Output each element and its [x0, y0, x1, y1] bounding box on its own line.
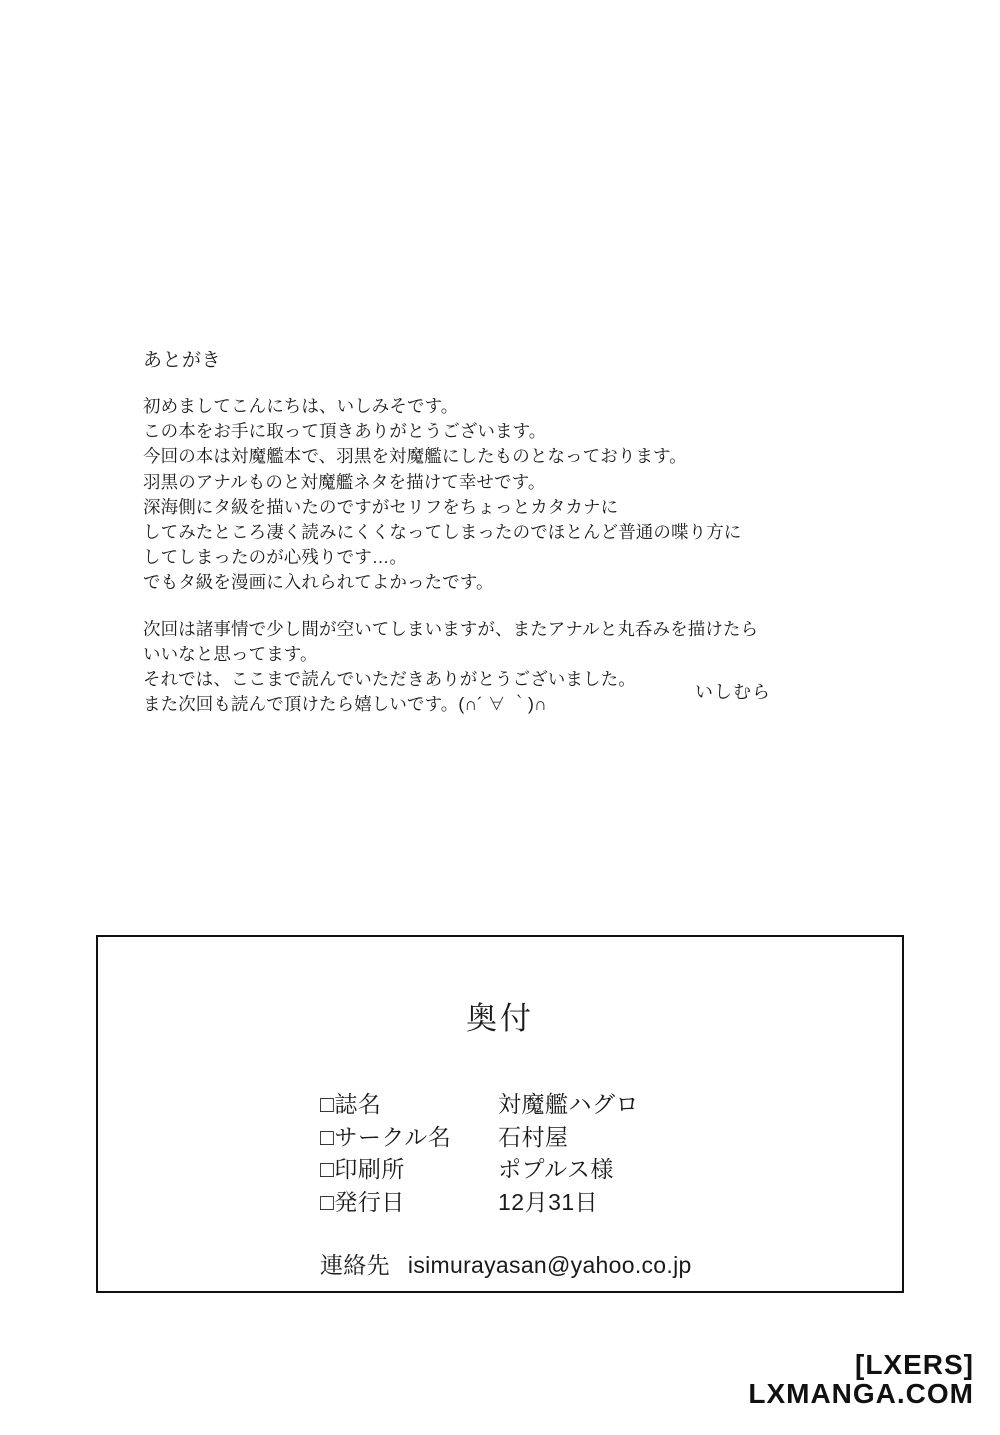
afterword-line: 羽黒のアナルものと対魔艦ネタを描けて幸せです。	[143, 471, 546, 492]
colophon-label: □サークル名	[320, 1123, 452, 1150]
colophon-value: 石村屋	[498, 1123, 569, 1150]
afterword-line: いいなと思ってます。	[143, 643, 318, 664]
afterword-line: 深海側にタ級を描いたのですがセリフをちょっとカタカナに	[143, 496, 619, 517]
colophon-row	[320, 1153, 902, 1186]
colophon-value: 対魔艦ハグロ	[498, 1091, 639, 1117]
paragraph-gap	[143, 596, 843, 617]
afterword-title: あとがき	[143, 350, 222, 371]
colophon-box	[96, 935, 904, 1293]
contact-email[interactable]: isimurayasan@yahoo.co.jp	[407, 1251, 692, 1278]
afterword-line: また次回も読んで頂けたら嬉しいです。(∩´ ∀ ｀)∩	[143, 694, 547, 715]
contact-row	[320, 1247, 902, 1280]
watermark	[748, 1350, 974, 1409]
colophon-row	[320, 1088, 902, 1121]
colophon-row	[320, 1121, 902, 1154]
afterword-section	[143, 345, 843, 717]
colophon-label: □誌名	[320, 1091, 382, 1117]
afterword-line: でもタ級を漫画に入れられてよかったです。	[143, 572, 494, 593]
afterword-line: それでは、ここまで読んでいただきありがとうございました。	[143, 668, 636, 689]
colophon-row	[320, 1186, 902, 1219]
colophon-rows	[320, 1088, 902, 1219]
afterword-line: 今回の本は対魔艦本で、羽黒を対魔艦にしたものとなっております。	[143, 446, 687, 467]
afterword-line: 初めましてこんにちは、いしみそです。	[143, 396, 459, 416]
afterword-line: この本をお手に取って頂きありがとうございます。	[143, 421, 547, 442]
author-signature: いしむら	[695, 682, 771, 702]
watermark-site-tag: LXMANGA.COM	[748, 1378, 974, 1410]
afterword-line: してしまったのが心残りです…。	[143, 547, 407, 568]
colophon-title: 奥付	[466, 1001, 534, 1036]
afterword-line: してみたところ凄く読みにくくなってしまったのでほとんど普通の喋り方に	[143, 521, 742, 542]
colophon-label: □印刷所	[320, 1156, 405, 1183]
afterword-body	[143, 394, 843, 717]
watermark-group-tag: [LXERS]	[855, 1348, 974, 1380]
contact-label: 連絡先	[320, 1251, 390, 1278]
afterword-line: 次回は諸事情で少し間が空いてしまいますが、またアナルと丸呑みを描けたら	[143, 618, 759, 639]
colophon-value: ポプルス様	[498, 1156, 614, 1183]
colophon-label: □発行日	[320, 1188, 405, 1215]
colophon-value: 12月31日	[498, 1188, 599, 1215]
